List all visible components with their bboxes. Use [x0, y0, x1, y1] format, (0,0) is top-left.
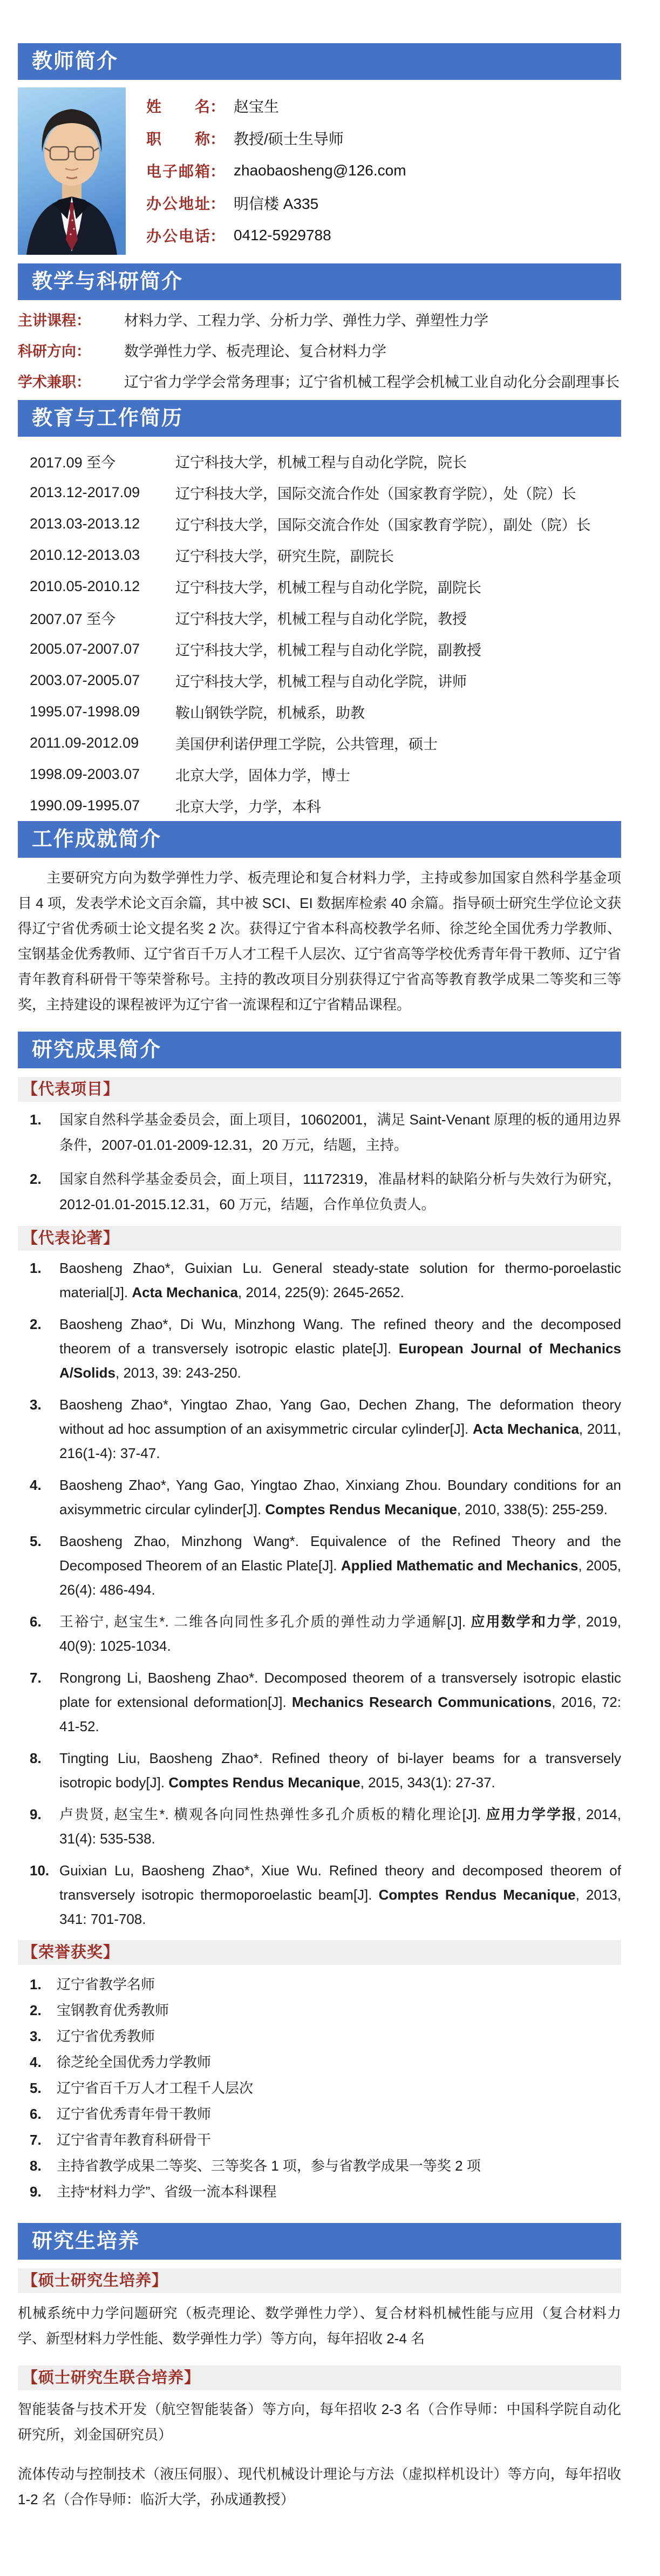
field-label: 办公地址: [146, 195, 210, 212]
publication-item: [18, 1802, 621, 1851]
item-number: 2.: [30, 1316, 42, 1332]
project-item: [18, 1167, 621, 1217]
history-period: 2005.07-2007.07: [30, 640, 140, 657]
honor-text: 辽宁省青年教育科研骨干: [57, 2132, 212, 2148]
section-banner-teaching: 教学与科研简介: [18, 263, 621, 300]
honor-item: [18, 2153, 621, 2179]
joint-training-paragraph-1: 智能装备与技术开发（航空智能装备）等方向，每年招收 2-3 名（合作导师：中国科学院自动化研究所，刘金国研究员）: [18, 2401, 621, 2443]
history-desc: 辽宁科技大学，国际交流合作处（国家教育学院），处（院）长: [175, 485, 576, 502]
section-banner-research: 研究成果简介: [18, 1032, 621, 1068]
history-row: [18, 696, 621, 727]
publication-text: Baosheng Zhao*, Di Wu, Minzhong Wang. The refined theory and the decomposed theorem of a transversely isotropic elastic plate[J]. European Journal of Mechanics A/Solids, 2013, 39: 243-250.: [59, 1316, 621, 1381]
projects-list: [18, 1107, 621, 1217]
honor-item: [18, 2049, 621, 2075]
profile-block: [18, 87, 621, 255]
item-number: 6.: [30, 1614, 42, 1630]
honor-item: [18, 2023, 621, 2049]
joint-training-paragraph-2: 流体传动与控制技术（液压伺服）、现代机械设计理论与方法（虚拟样机设计）等方向，每年招收 1-2 名（合作导师：临沂大学，孙成通教授）: [18, 2466, 621, 2507]
history-desc: 辽宁科技大学，机械工程与自动化学院，副院长: [175, 579, 481, 596]
project-text: 国家自然科学基金委员会，面上项目，10602001，满足 Saint-Venant 原理的板的通用边界条件，2007-01.01-2009-12.31，20 万元，结题，主持。: [59, 1111, 621, 1153]
history-period: 1995.07-1998.09: [30, 703, 140, 720]
item-number: 8.: [30, 2158, 42, 2174]
section-banner-achievement: 工作成就简介: [18, 821, 621, 858]
project-text: 国家自然科学基金委员会，面上项目，11172319，准晶材料的缺陷分析与失效行为研究，2012-01.01-2015.12.31，60 万元，结题，合作单位负责人。: [59, 1171, 621, 1212]
publication-item: [18, 1610, 621, 1658]
profile-field-row: [146, 90, 621, 122]
honors-list: [18, 1971, 621, 2205]
profile-fields: [146, 87, 621, 255]
section-banner-intro: 教师简介: [18, 43, 621, 80]
field-colon: ：: [210, 195, 226, 212]
history-period: 2017.09 至今: [30, 454, 116, 471]
field-colon: ：: [210, 131, 226, 147]
publication-item: [18, 1393, 621, 1466]
publication-text: Baosheng Zhao*, Yang Gao, Yingtao Zhao, Xinxiang Zhou. Boundary conditions for an axisymmetric circular cylinder[J]. Comptes Rendus Mecanique, 2010, 338(5): 255-259.: [59, 1477, 621, 1517]
publication-text: Guixian Lu, Baosheng Zhao*, Xiue Wu. Refined theory and decomposed theorem of transversely isotropic thermoporoelastic beam[J]. Comptes Rendus Mecanique, 2013, 341: 701-708.: [59, 1862, 621, 1927]
publication-text: 卢贵贤, 赵宝生*. 横观各向同性热弹性多孔介质板的精化理论[J]. 应用力学学报, 2014, 31(4): 535-538.: [59, 1806, 621, 1847]
field-colon: ：: [210, 98, 226, 115]
history-desc: 辽宁科技大学，机械工程与自动化学院，院长: [175, 454, 467, 471]
history-row: [18, 508, 621, 539]
honor-text: 辽宁省优秀教师: [57, 2028, 155, 2044]
history-desc: 辽宁科技大学，研究生院，副院长: [175, 548, 394, 565]
honor-item: [18, 1971, 621, 1997]
history-row: [18, 790, 621, 821]
history-period: 2010.05-2010.12: [30, 578, 140, 594]
publication-item: [18, 1473, 621, 1522]
publication-item: [18, 1666, 621, 1739]
master-training-paragraph: 机械系统中力学问题研究（板壳理论、数学弹性力学）、复合材料机械性能与应用（复合材料力学、新型材料力学性能、数学弹性力学）等方向，每年招收 2-4 名: [18, 2305, 621, 2347]
history-desc: 辽宁科技大学，机械工程与自动化学院，教授: [175, 611, 467, 627]
history-desc: 北京大学，力学，本科: [175, 798, 321, 815]
honor-text: 主持省教学成果二等奖、三等奖各 1 项，参与省教学成果一等奖 2 项: [57, 2158, 481, 2174]
history-row: [18, 758, 621, 790]
teaching-label: 主讲课程：: [18, 313, 91, 329]
item-number: 1.: [30, 1111, 42, 1128]
field-value: 明信楼 A335: [234, 195, 319, 212]
history-desc: 鞍山钢铁学院，机械系，助教: [175, 704, 365, 721]
field-value: 赵宝生: [234, 98, 280, 115]
history-row: [18, 477, 621, 508]
profile-photo: [18, 87, 126, 255]
honor-item: [18, 1997, 621, 2023]
history-row: [18, 727, 621, 758]
achievement-paragraph: 主要研究方向为数学弹性力学、板壳理论和复合材料力学，主持或参加国家自然科学基金项目 4 项，发表学术论文百余篇，其中被 SCI、EI 数据库检索 40 余篇。指导硕士研究生学位论文获得辽宁省优秀硕士论文提名奖 2 次。获得辽宁省本科高校教学名师、徐芝纶全国优秀力学教师、宝钢基金优秀教师、辽宁省百千万人才工程千人层次、辽宁省高等学校优秀青年骨干教师、辽宁省青年教育科研骨干等荣誉称号。主持的教改项目分别获得辽宁省高等教育教学成果二等奖和三等奖，主持建设的课程被评为辽宁省一流课程和辽宁省精品课程。: [18, 870, 622, 1013]
subsection-header-honors: 【荣誉获奖】: [18, 1940, 621, 1965]
teaching-value: 材料力学、工程力学、分析力学、弹性力学、弹塑性力学: [124, 313, 488, 329]
field-colon: ：: [210, 163, 226, 180]
teaching-row: [18, 338, 621, 364]
item-number: 4.: [30, 2054, 42, 2070]
publication-item: [18, 1859, 621, 1931]
teaching-label: 科研方向：: [18, 343, 91, 360]
teaching-value: 数学弹性力学、板壳理论、复合材料力学: [124, 343, 386, 360]
item-number: 2.: [30, 2002, 42, 2018]
item-number: 7.: [30, 2132, 42, 2148]
history-desc: 美国伊利诺伊理工学院，公共管理，硕士: [175, 736, 438, 753]
history-period: 2010.12-2013.03: [30, 546, 140, 563]
honor-text: 辽宁省教学名师: [57, 1976, 155, 1992]
publication-text: 王裕宁, 赵宝生*. 二维各向同性多孔介质的弹性动力学通解[J]. 应用数学和力学, 2019, 40(9): 1025-1034.: [59, 1614, 621, 1654]
item-number: 5.: [30, 2080, 42, 2096]
history-period: 2003.07-2005.07: [30, 672, 140, 688]
history-period: 2013.12-2017.09: [30, 484, 140, 500]
history-row: [18, 633, 621, 665]
profile-field-row: [146, 219, 621, 252]
teaching-row: [18, 308, 621, 334]
history-row: [18, 539, 621, 571]
field-label: 职称: [146, 131, 210, 147]
item-number: 6.: [30, 2106, 42, 2122]
publication-text: Baosheng Zhao*, Yingtao Zhao, Yang Gao, Dechen Zhang, The deformation theory without ad hoc assumption of an axisymmetric circular cylinder[J]. Acta Mechanica, 2011, 216(1-4): 37-47.: [59, 1397, 621, 1461]
field-colon: ：: [210, 228, 226, 245]
subsection-header-master-training: 【硕士研究生培养】: [18, 2268, 621, 2293]
publication-item: [18, 1312, 621, 1385]
project-item: [18, 1107, 621, 1158]
subsection-header-joint-training: 【硕士研究生联合培养】: [18, 2365, 621, 2390]
item-number: 9.: [30, 2184, 42, 2200]
section-banner-history: 教育与工作简历: [18, 400, 621, 437]
publication-item: [18, 1529, 621, 1602]
field-value: 教授/硕士生导师: [234, 131, 344, 147]
history-desc: 北京大学，固体力学，博士: [175, 767, 350, 784]
publication-text: Baosheng Zhao, Minzhong Wang*. Equivalence of the Refined Theory and the Decomposed Theorem of an Elastic Plate[J]. Applied Mathematic and Mechanics, 2005, 26(4): 486-494.: [59, 1533, 622, 1598]
honor-text: 辽宁省优秀青年骨干教师: [57, 2106, 212, 2122]
field-label: 办公电话: [146, 228, 210, 245]
publications-list: [18, 1256, 621, 1931]
profile-field-row: [146, 122, 621, 154]
history-period: 2013.03-2013.12: [30, 515, 140, 532]
item-number: 7.: [30, 1670, 42, 1686]
history-block: [18, 437, 621, 821]
honor-item: [18, 2127, 621, 2153]
history-row: [18, 602, 621, 633]
history-period: 2007.07 至今: [30, 611, 116, 627]
subsection-header-projects: 【代表项目】: [18, 1077, 621, 1102]
teaching-block: [18, 308, 621, 395]
honor-text: 宝钢教育优秀教师: [57, 2002, 169, 2018]
publication-text: Tingting Liu, Baosheng Zhao*. Refined theory of bi-layer beams for a transversely isotropic body[J]. Comptes Rendus Mecanique, 2015, 343(1): 27-37.: [59, 1750, 621, 1791]
history-row: [18, 571, 621, 602]
honor-item: [18, 2075, 621, 2101]
teaching-label: 学术兼职：: [18, 374, 91, 390]
item-number: 8.: [30, 1750, 42, 1766]
history-period: 2011.09-2012.09: [30, 734, 139, 751]
field-label: 电子邮箱: [146, 163, 210, 180]
item-number: 1.: [30, 1260, 42, 1276]
history-period: 1998.09-2003.07: [30, 765, 140, 782]
history-row: [18, 445, 621, 477]
teaching-row: [18, 369, 621, 395]
item-number: 10.: [30, 1862, 50, 1879]
section-banner-graduate: 研究生培养: [18, 2223, 621, 2260]
history-desc: 辽宁科技大学，机械工程与自动化学院，讲师: [175, 673, 467, 690]
honor-text: 主持“材料力学”、省级一流本科课程: [57, 2184, 277, 2200]
subsection-header-publications: 【代表论著】: [18, 1226, 621, 1251]
item-number: 2.: [30, 1171, 42, 1187]
item-number: 1.: [30, 1976, 42, 1992]
history-desc: 辽宁科技大学，国际交流合作处（国家教育学院），副处（院）长: [175, 517, 591, 533]
item-number: 4.: [30, 1477, 42, 1493]
publication-item: [18, 1746, 621, 1795]
item-number: 5.: [30, 1533, 42, 1549]
profile-field-row: [146, 154, 621, 187]
history-period: 1990.09-1995.07: [30, 797, 140, 814]
history-desc: 辽宁科技大学，机械工程与自动化学院，副教授: [175, 642, 481, 659]
publication-text: Baosheng Zhao*, Guixian Lu. General steady-state solution for thermo-poroelastic material[J]. Acta Mechanica, 2014, 225(9): 2645-2652.: [59, 1260, 621, 1300]
honor-text: 徐芝纶全国优秀力学教师: [57, 2054, 212, 2070]
field-value: 0412-5929788: [234, 227, 331, 243]
field-label: 姓名: [146, 98, 210, 115]
publication-text: Rongrong Li, Baosheng Zhao*. Decomposed theorem of a transversely isotropic elastic plate for extensional deformation[J]. Mechanics Research Communications, 2016, 72: 41-52.: [59, 1670, 621, 1734]
field-value: zhaobaosheng@126.com: [234, 162, 406, 179]
honor-text: 辽宁省百千万人才工程千人层次: [57, 2080, 254, 2096]
profile-field-row: [146, 187, 621, 219]
teaching-value: 辽宁省力学学会常务理事；辽宁省机械工程学会机械工业自动化分会副理事长: [124, 374, 620, 390]
honor-item: [18, 2179, 621, 2205]
honor-item: [18, 2101, 621, 2127]
item-number: 3.: [30, 2028, 42, 2044]
item-number: 9.: [30, 1806, 42, 1822]
history-row: [18, 665, 621, 696]
item-number: 3.: [30, 1397, 42, 1413]
publication-item: [18, 1256, 621, 1305]
